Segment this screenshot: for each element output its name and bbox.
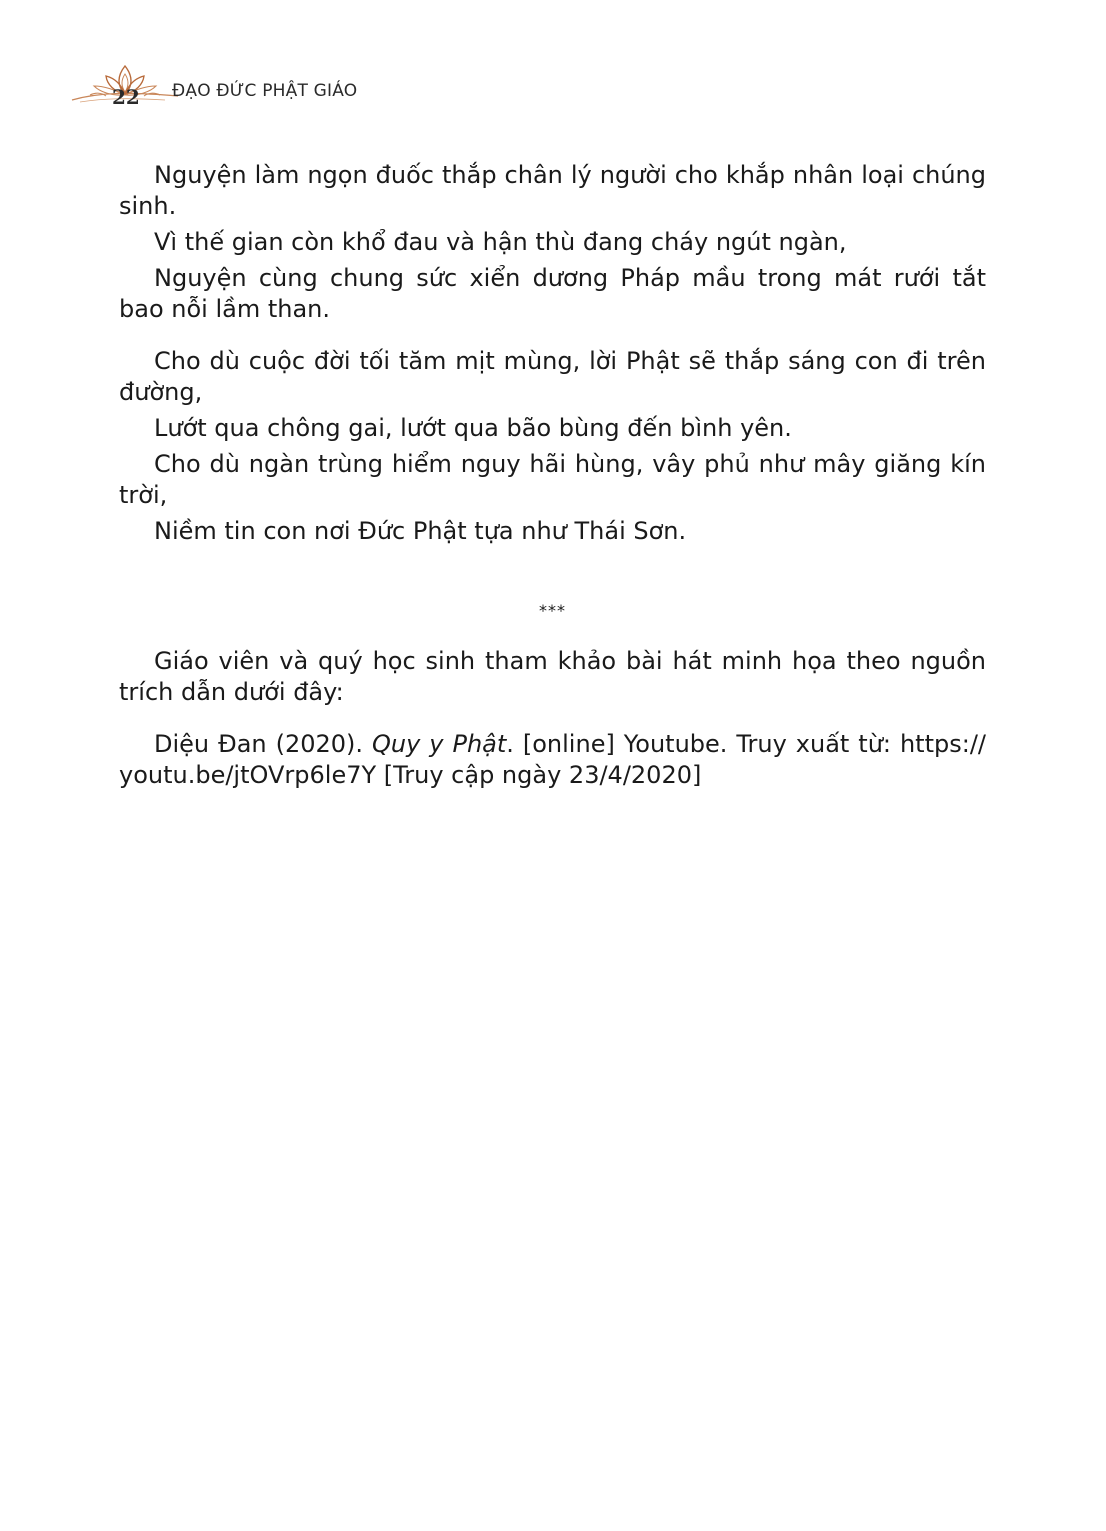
lyric-line: Nguyện làm ngọn đuốc thắp chân lý người cho khắp nhân loại chúng sinh. <box>119 161 986 220</box>
running-title: ĐẠO ĐỨC PHẬT GIÁO <box>172 81 358 101</box>
reference-citation <box>119 729 986 791</box>
page-header <box>70 62 390 112</box>
page-body <box>119 160 986 791</box>
lyric-line: Cho dù ngàn trùng hiểm nguy hãi hùng, vây phủ như mây giăng kín trời, <box>119 450 986 509</box>
lyric-line: Niềm tin con nơi Đức Phật tựa như Thái Sơn. <box>154 517 687 545</box>
lyric-line: Vì thế gian còn khổ đau và hận thù đang cháy ngút ngàn, <box>154 228 847 256</box>
section-separator: *** <box>539 601 566 620</box>
lyric-line: Lướt qua chông gai, lướt qua bão bùng đến bình yên. <box>154 414 792 442</box>
reference-title: Quy y Phật <box>372 730 507 758</box>
reference-author: Diệu Đan (2020). <box>154 730 373 758</box>
lyric-line: Cho dù cuộc đời tối tăm mịt mùng, lời Phật sẽ thắp sáng con đi trên đường, <box>119 347 986 406</box>
reference-note: Giáo viên và quý học sinh tham khảo bài hát minh họa theo nguồn trích dẫn dưới đây: <box>119 647 986 706</box>
lyric-line: Nguyện cùng chung sức xiển dương Pháp mầu trong mát rưới tắt bao nỗi lầm than. <box>119 264 986 323</box>
reference-source: . [online] Youtube. Truy xuất từ: https:// youtu.be/jtOVrp6le7Y [Truy cập ngày 23/4/2020] <box>119 730 986 789</box>
page-number: 22 <box>112 85 140 109</box>
